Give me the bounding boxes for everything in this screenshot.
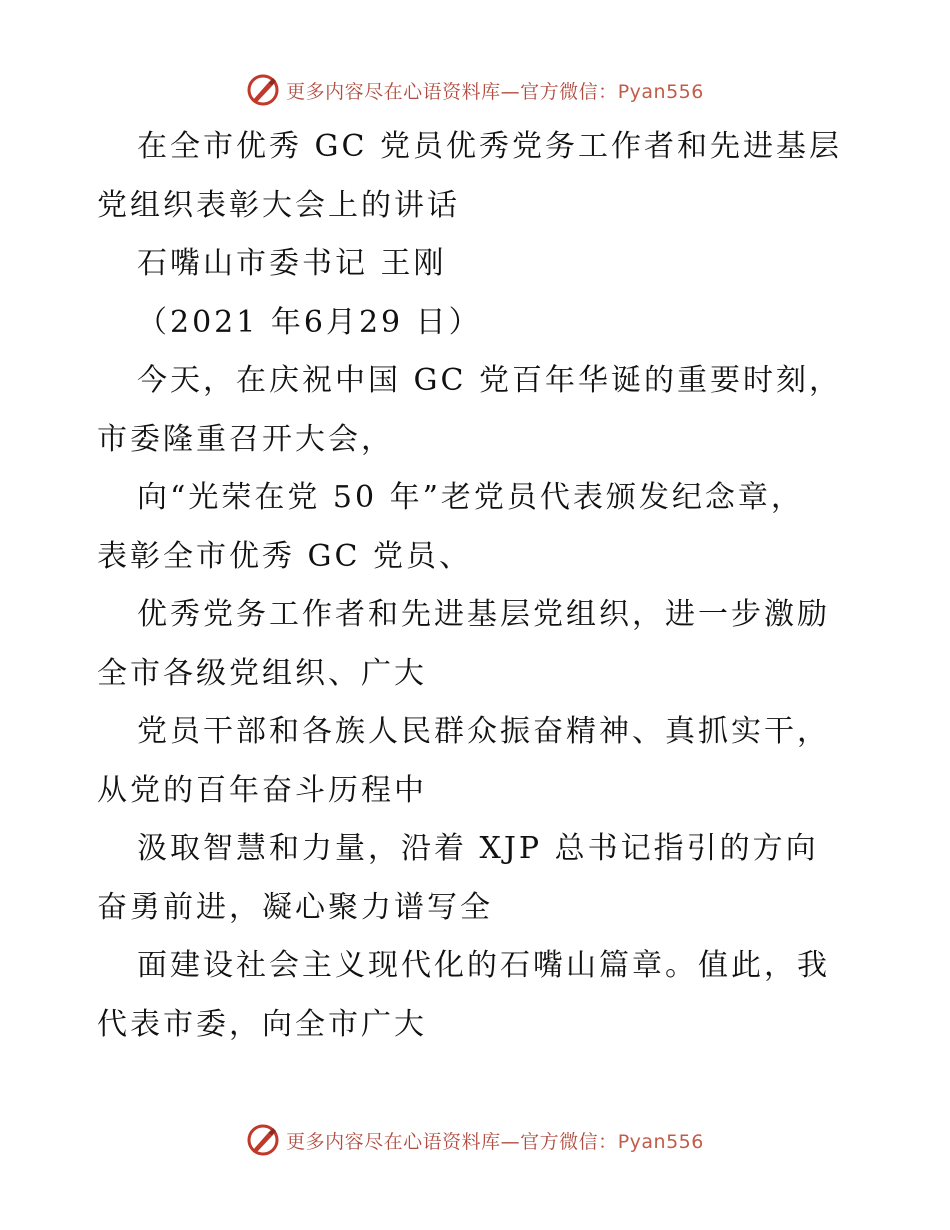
watermark-separator: — bbox=[500, 1130, 521, 1153]
document-line: 汲取智慧和力量，沿着 XJP 总书记指引的方向 bbox=[137, 831, 819, 866]
document-line: 向“光荣在党 50 年”老党员代表颁发纪念章， bbox=[137, 480, 804, 515]
document-line: 奋勇前进，凝心聚力谱写全 bbox=[97, 889, 493, 925]
watermark-text bbox=[286, 1127, 704, 1154]
watermark-wechat-label: 官方微信： bbox=[520, 1130, 618, 1153]
document-line: 党组织表彰大会上的讲话 bbox=[97, 187, 460, 223]
watermark-wechat-id: Pyan556 bbox=[617, 1130, 704, 1153]
document-line: 在全市优秀 GC 党员优秀党务工作者和先进基层 bbox=[137, 129, 842, 164]
document-line: 党员干部和各族人民群众振奋精神、真抓实干， bbox=[137, 714, 830, 749]
document-line: 优秀党务工作者和先进基层党组织，进一步激励 bbox=[137, 597, 830, 632]
footer-watermark-banner bbox=[0, 1120, 950, 1160]
watermark-wechat-label: 官方微信： bbox=[520, 80, 618, 103]
document-body bbox=[97, 118, 857, 1054]
document-line: 全市各级党组织、广大 bbox=[97, 655, 427, 691]
watermark-separator: — bbox=[500, 80, 521, 103]
document-line: 表彰全市优秀 GC 党员、 bbox=[97, 538, 472, 574]
header-watermark-banner bbox=[0, 70, 950, 110]
pen-logo-icon bbox=[246, 1123, 280, 1157]
document-line: 面建设社会主义现代化的石嘴山篇章。值此，我 bbox=[137, 948, 830, 983]
document-line: 市委隆重召开大会， bbox=[97, 421, 394, 457]
watermark-text bbox=[286, 77, 704, 104]
document-line: 代表市委，向全市广大 bbox=[97, 1006, 427, 1042]
document-line: （2021 年6月29 日） bbox=[137, 304, 482, 340]
pen-logo-icon bbox=[246, 73, 280, 107]
document-line: 今天，在庆祝中国 GC 党百年华诞的重要时刻， bbox=[137, 363, 842, 398]
watermark-main: 更多内容尽在心语资料库 bbox=[286, 80, 501, 103]
watermark-main: 更多内容尽在心语资料库 bbox=[286, 1130, 501, 1153]
watermark-wechat-id: Pyan556 bbox=[617, 80, 704, 103]
document-line: 从党的百年奋斗历程中 bbox=[97, 772, 427, 808]
document-line: 石嘴山市委书记 王刚 bbox=[137, 246, 447, 281]
